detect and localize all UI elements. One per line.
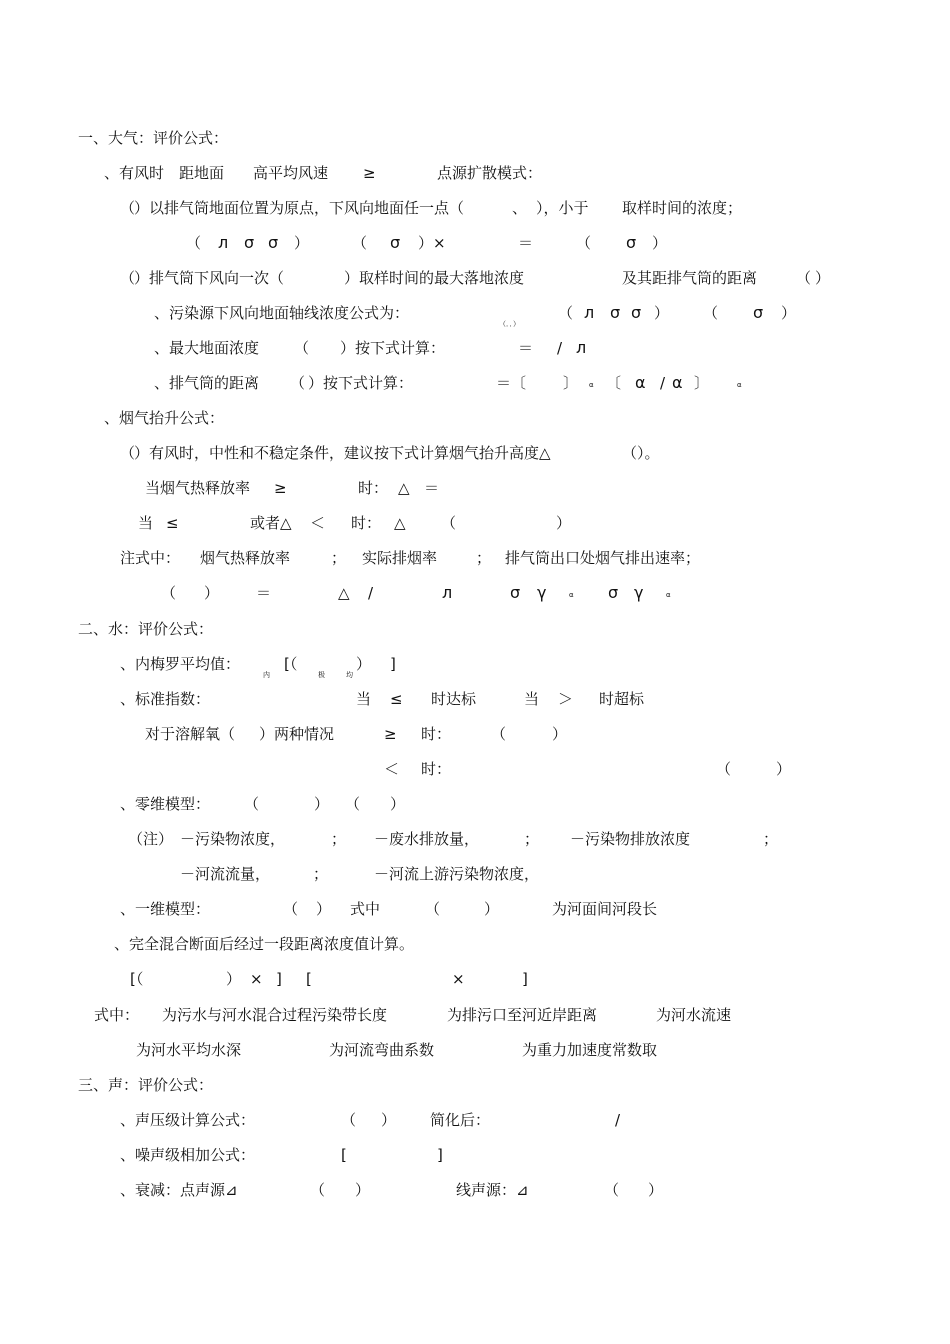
text-segment: 为河水平均水深 [136, 1041, 242, 1059]
text-segment: 、烟气抬升公式： [104, 409, 225, 427]
text-segment: [（ [130, 970, 144, 988]
formula-line [0, 231, 950, 255]
text-segment: σ [510, 583, 521, 602]
text-segment: [ [341, 1146, 347, 1164]
text-segment: л [584, 303, 595, 322]
text-segment: ） [556, 514, 572, 532]
text-segment: （ [290, 374, 306, 392]
text-segment: （ [120, 444, 136, 462]
text-line [0, 546, 950, 570]
section-heading-water [0, 617, 950, 641]
text-segment: / [615, 1111, 621, 1129]
text-segment: 为污水与河水混合过程污染带长度 [162, 1006, 388, 1024]
text-segment: ）按下式计算： [340, 339, 446, 357]
text-segment: 、标准指数： [120, 690, 211, 708]
text-segment: ） [815, 269, 831, 287]
text-segment: ） [381, 1111, 397, 1129]
text-segment: （ [120, 199, 136, 217]
text-segment: 〕 [563, 374, 579, 392]
text-segment: ） [204, 584, 220, 602]
text-segment: 当 [524, 690, 540, 708]
text-segment: ） [314, 795, 330, 813]
text-line [0, 1108, 950, 1132]
text-segment: ] [437, 1146, 443, 1164]
text-segment: л [576, 338, 587, 357]
text-segment: ） [356, 655, 372, 673]
text-segment: （ [310, 1181, 326, 1199]
text-segment: ），小于 [536, 199, 589, 217]
text-segment: 或者△ [250, 514, 292, 532]
text-segment: / [557, 339, 563, 357]
text-segment: 及其距排气筒的距离 [622, 269, 758, 287]
text-line [0, 792, 950, 816]
text-line [0, 1143, 950, 1167]
text-segment: 当 [138, 514, 154, 532]
text-segment: ≥ [363, 164, 376, 182]
text-segment: 、排气筒的距离 [154, 374, 260, 392]
text-segment: 、零维模型： [120, 795, 211, 813]
text-segment: α [666, 591, 671, 599]
text-segment: ≥ [384, 725, 397, 743]
text-segment: （ [345, 795, 361, 813]
text-segment: 时超标 [599, 690, 645, 708]
text-segment: －废水排放量， [374, 830, 480, 848]
text-line [0, 1178, 950, 1202]
text-segment: ）× [418, 234, 446, 252]
text-segment: 时： [421, 725, 452, 743]
text-segment: －污染物排放浓度 [570, 830, 691, 848]
text-segment: ）排气筒下风向一次（ [134, 269, 285, 287]
text-segment: ] [390, 655, 396, 673]
text-segment: ＜ [384, 760, 400, 778]
text-segment: 距地面 [179, 164, 225, 182]
text-segment: 排气筒出口处烟气排出速率； [505, 549, 701, 567]
text-segment: ≥ [274, 479, 287, 497]
section-heading-air [0, 126, 950, 150]
text-line [0, 371, 950, 395]
text-segment: α [672, 373, 683, 392]
text-segment: ； [313, 865, 329, 883]
text-segment: ] [276, 970, 282, 988]
text-segment: ） [226, 970, 242, 988]
text-segment: 为河水流速 [656, 1006, 732, 1024]
text-segment: 均 [346, 671, 353, 679]
text-segment: （ [283, 900, 299, 918]
text-segment: σ [610, 303, 621, 322]
text-line [0, 1003, 950, 1027]
text-segment: ） [552, 725, 568, 743]
text-segment: 当 [356, 690, 372, 708]
text-segment: （ [576, 234, 592, 252]
text-segment: ） [390, 795, 406, 813]
text-segment: ； [476, 549, 492, 567]
text-segment: σ [626, 233, 637, 252]
text-segment: 、一维模型： [120, 900, 211, 918]
text-segment: 为河流弯曲系数 [329, 1041, 435, 1059]
text-segment: σ [753, 303, 764, 322]
text-segment: ＝ [424, 479, 440, 497]
text-segment: （ [161, 584, 177, 602]
text-segment: （ [491, 725, 507, 743]
text-segment: α [737, 381, 742, 389]
text-segment: （注） [128, 830, 174, 848]
text-segment: / [368, 584, 374, 602]
text-line [0, 1038, 950, 1062]
text-segment: （ [441, 514, 457, 532]
text-segment: 注式中： [120, 549, 181, 567]
text-segment: 式中： [94, 1006, 140, 1024]
text-segment: （ [352, 234, 368, 252]
text-segment: ） [484, 900, 500, 918]
text-segment: 〕 [694, 374, 710, 392]
text-segment: α [589, 381, 594, 389]
text-segment: ） [316, 900, 332, 918]
text-segment: ）以排气筒地面位置为原点，下风向地面任一点（ [134, 199, 465, 217]
text-segment: △ [394, 514, 406, 532]
text-segment: （ [244, 795, 260, 813]
text-segment: [ [306, 970, 312, 988]
text-segment: 为河面间河段长 [552, 900, 658, 918]
text-segment: 、完全混合断面后经过一段距离浓度值计算。 [114, 935, 415, 953]
text-line [0, 757, 950, 781]
text-segment: 为重力加速度常数取 [522, 1041, 658, 1059]
text-segment: ） [776, 760, 792, 778]
text-segment: 时： [358, 479, 389, 497]
text-segment: （ [622, 444, 638, 462]
text-segment: ）。 [637, 444, 660, 462]
text-segment: （ [120, 269, 136, 287]
text-segment: 内 [263, 671, 270, 679]
text-segment: α [635, 373, 646, 392]
text-segment: 、内梅罗平均值： [120, 655, 241, 673]
text-line [0, 862, 950, 886]
text-segment: 、衰减：点声源⊿ [120, 1181, 238, 1199]
text-line [0, 511, 950, 535]
heading-text: 一、大气：评价公式： [78, 129, 229, 147]
text-segment: （ [341, 1111, 357, 1129]
text-line [0, 266, 950, 290]
text-segment: 取样时间的浓度； [622, 199, 743, 217]
heading-text: 二、水：评价公式： [78, 620, 214, 638]
text-line [0, 897, 950, 921]
text-segment: σ [608, 583, 619, 602]
text-segment: 、噪声级相加公式： [120, 1146, 256, 1164]
text-segment: －河流上游污染物浓度， [374, 865, 540, 883]
text-segment: γ [537, 583, 547, 602]
text-line [0, 301, 950, 328]
text-segment: （ [294, 339, 310, 357]
text-segment: 烟气热释放率 [200, 549, 291, 567]
text-segment: ； [763, 830, 779, 848]
text-segment: ； [331, 830, 347, 848]
text-segment: × [452, 970, 465, 988]
text-segment: －污染物浓度， [180, 830, 286, 848]
text-segment: 式中 [350, 900, 381, 918]
text-segment: ）取样时间的最大落地浓度 [344, 269, 525, 287]
text-segment: ） [648, 1181, 664, 1199]
text-segment: л [218, 233, 229, 252]
text-segment: （ [425, 900, 441, 918]
text-segment: ＜ [310, 514, 326, 532]
text-segment: 、最大地面浓度 [154, 339, 260, 357]
text-segment: л [442, 583, 453, 602]
text-segment: 当烟气热释放率 [145, 479, 251, 497]
text-segment: △ [398, 479, 410, 497]
text-line [0, 687, 950, 711]
text-line [0, 196, 950, 220]
text-segment: 、 [512, 199, 528, 217]
text-segment: （ [796, 269, 812, 287]
text-segment: ） [781, 304, 797, 322]
text-segment: ≤ [166, 514, 179, 532]
text-segment: －河流流量， [180, 865, 271, 883]
text-segment: 时： [351, 514, 382, 532]
section-heading-sound [0, 1073, 950, 1097]
text-segment: γ [634, 583, 644, 602]
text-segment: ＝ [518, 234, 534, 252]
text-segment: ）有风时，中性和不稳定条件，建议按下式计算烟气抬升高度△ [134, 444, 551, 462]
text-segment: （ [558, 304, 574, 322]
text-segment: ）两种情况 [259, 725, 335, 743]
text-segment: ＝〔 [496, 374, 527, 392]
text-segment: 时： [421, 760, 452, 778]
text-segment: （ [186, 234, 202, 252]
text-line [0, 476, 950, 500]
text-segment: 〔 [606, 374, 622, 392]
text-segment: 极 [318, 671, 325, 679]
text-segment: 点源扩散模式： [437, 164, 543, 182]
text-segment: ＝ [518, 339, 534, 357]
text-segment: × [250, 970, 263, 988]
text-segment: ； [524, 830, 540, 848]
text-line [0, 722, 950, 746]
text-segment: ） [654, 304, 670, 322]
text-segment: 为排污口至河近岸距离 [447, 1006, 598, 1024]
text-segment: ＝ [256, 584, 272, 602]
text-segment: σ [631, 303, 642, 322]
text-segment: ） [652, 234, 668, 252]
text-segment: 、声压级计算公式： [120, 1111, 256, 1129]
text-segment: [（ [284, 655, 298, 673]
text-segment: 、污染源下风向地面轴线浓度公式为： [154, 304, 410, 322]
text-segment: ） [355, 1181, 371, 1199]
formula-line [0, 581, 950, 605]
text-segment: 、有风时 [104, 164, 165, 182]
text-segment: （ [604, 1181, 620, 1199]
text-segment: ≤ [390, 690, 403, 708]
text-line [0, 932, 950, 956]
text-segment: 实际排烟率 [362, 549, 438, 567]
text-line [0, 161, 950, 185]
text-segment: σ [390, 233, 401, 252]
text-segment: ； [331, 549, 347, 567]
text-segment: （．．） [499, 320, 520, 328]
text-segment: （ [716, 760, 732, 778]
text-segment: 高平均风速 [253, 164, 329, 182]
formula-line [0, 967, 950, 991]
text-segment: （ [703, 304, 719, 322]
text-segment: α [569, 591, 574, 599]
text-segment: ） [294, 234, 310, 252]
text-segment: 对于溶解氧（ [145, 725, 236, 743]
text-segment: ] [522, 970, 528, 988]
text-segment: ）按下式计算： [308, 374, 414, 392]
text-line [0, 336, 950, 360]
text-segment: / [660, 374, 666, 392]
text-line [0, 441, 950, 465]
text-line [0, 827, 950, 851]
text-line [0, 652, 950, 679]
text-segment: ＞ [558, 690, 574, 708]
text-segment: σ [244, 233, 255, 252]
heading-text: 三、声：评价公式： [78, 1076, 214, 1094]
text-segment: 简化后： [430, 1111, 491, 1129]
text-segment: △ [338, 584, 350, 602]
text-line [0, 406, 950, 430]
text-segment: 线声源：⊿ [456, 1181, 529, 1199]
text-segment: σ [268, 233, 279, 252]
text-segment: 时达标 [431, 690, 477, 708]
